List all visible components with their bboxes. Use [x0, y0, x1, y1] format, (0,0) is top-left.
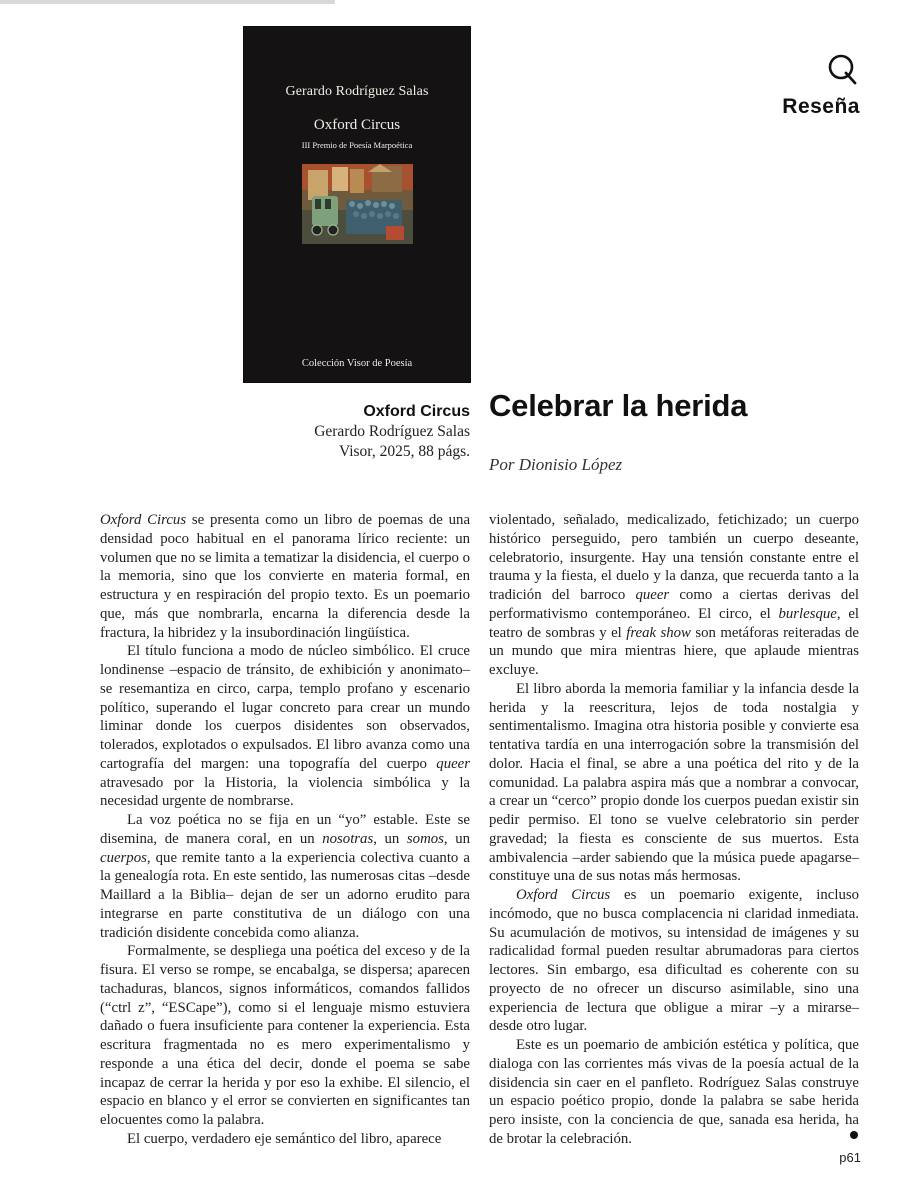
caption-book-publisher: Visor, 2025, 88 págs.: [338, 443, 470, 460]
magazine-q-logo-icon: [826, 52, 860, 86]
italic-term: queer: [436, 755, 470, 772]
article-column-right: [489, 511, 859, 1149]
article-paragraph: Oxford Circus se presenta como un libro de poemas de una densidad poco habitual en el panorama lírico reciente: un volumen que no se limita a tematizar la disidencia, el cuerpo o la memoria, sino que los convierte en materia formal, en estructura y en respiración del propio texto. Es un poemario que, más que nombrarla, encarna la diferencia desde la fractura, la hibridez y la insubordinación lingüística.: [100, 512, 471, 641]
italic-term: Oxford Circus: [100, 512, 187, 528]
book-caption: [250, 402, 470, 462]
article-paragraph: El libro aborda la memoria familiar y la infancia desde la herida y la reescritura, lejos de toda nostalgia y sentimentalismo. Imagina otra historia posible y convierte esa tentativa tardía en una interrogación sobre la transmisión del dolor. Hacia el final, se abre a una poética del rito y de la comunidad. La palabra aspira más que a nombrar a convocar, a crear un “cerco” propio donde los cuerpos puedan existir sin pedir permiso. El tono se vuelve celebratorio sin perder gravedad; la fiesta es consciente de sus muertos. Esta ambivalencia –arder sabiendo que la música puede apagarse– constituye una de sus notas más hermosas.: [489, 680, 859, 885]
article-paragraph: El título funciona a modo de núcleo simbólico. El cruce londinense –espacio de tránsito, de exhibición y anonimato– se resemantiza en circo, carpa, templo profano y escenario político, superando el lugar concreto para crear un mundo liminar donde los cuerpos disidentes son observados, tolerados, explotados o expulsados. El libro avanza como una cartografía del margen: una topografía del cuerpo queer atravesado por la Historia, la violencia simbólica y la necesidad urgente de nombrarse.: [100, 643, 470, 810]
italic-term: freak show: [626, 624, 691, 641]
article-paragraph: violentado, señalado, medicalizado, fetichizado; un cuerpo histórico perseguido, pero también un cuerpo deseante, celebratorio, insurgente. Hay una tensión constante entre el trauma y la fiesta, el duelo y la danza, que recuerda tanto a la tradición del barroco queer como a ciertas derivas del performativismo contemporáneo. El circo, el burlesque, el teatro de sombras y el freak show son metáforas reiteradas de un mundo que mira mientras hiere, que aplaude mientras excluye.: [489, 512, 860, 678]
article-headline: Celebrar la herida: [489, 388, 748, 423]
article-paragraph: Este es un poemario de ambición estética y política, que dialoga con las corrientes más vivas de la poesía actual de la disidencia sin caer en el panfleto. Rodríguez Salas construye un espacio poético propio, donde la palabra se sabe herida pero insiste, con la conciencia de que, sanada esa herida, ha de brotar la celebración.: [489, 1037, 859, 1147]
top-edge-strip: [0, 0, 335, 4]
article-paragraph: El cuerpo, verdadero eje semántico del libro, aparece: [127, 1130, 442, 1147]
cover-collection: Colección Visor de Poesía: [301, 358, 413, 369]
italic-term: nosotras: [322, 830, 374, 847]
cover-title: Oxford Circus: [313, 117, 401, 133]
italic-term: Oxford Circus: [516, 887, 611, 903]
caption-book-author: Gerardo Rodríguez Salas: [314, 423, 470, 440]
book-cover: [243, 26, 471, 383]
page-number: p61: [839, 1150, 861, 1165]
article-byline: Por Dionisio López: [489, 455, 623, 474]
caption-book-title: Oxford Circus: [363, 403, 470, 420]
italic-term: cuerpos: [100, 849, 147, 866]
italic-term: queer: [635, 587, 670, 603]
cover-subtitle: III Premio de Poesía Marpoética: [301, 140, 413, 150]
article-paragraph: Oxford Circus es un poemario exigente, incluso incómodo, que no busca complacencia ni claridad inmediata. Su acumulación de motivos, su intensidad de imágenes y su radicalidad formal pueden resultar abrumadoras para ciertos lectores. Sin embargo, esa dificultad es coherente con su proyecto de no ofrecer un discurso asimilable, sino una experiencia de lectura que obligue a mirar –y a mirarse– desde otro lugar.: [489, 887, 860, 1035]
end-dot: [850, 1131, 858, 1139]
section-label: Reseña: [782, 95, 860, 118]
cover-illustration: [302, 164, 413, 244]
cover-author: Gerardo Rodríguez Salas: [285, 84, 429, 99]
article-paragraph: Formalmente, se despliega una poética del exceso y de la fisura. El verso se rompe, se encabalga, se dispersa; aparecen tachaduras, blancos, signos informáticos, comandos fallidos (“ctrl z”, “ESCape”), como si el lenguaje mismo estuviera dañado o fuera insuficiente para contener la experiencia. Esta escritura fragmentada no es mero experimentalismo y responde a una ética del decir, donde el poema se sabe incapaz de cerrar la herida y por eso la exhibe. El silencio, el espacio en blanco y el error se convierten en significantes tan elocuentes como la palabra.: [100, 943, 470, 1128]
italic-term: somos: [406, 830, 444, 847]
article-column-left: [100, 511, 470, 1149]
italic-term: burlesque: [778, 605, 837, 622]
article-paragraph: La voz poética no se fija en un “yo” estable. Este se disemina, de manera coral, en un nosotras, un somos, un cuerpos, que remite tanto a la experiencia colectiva cuanto a la genealogía rota. En este sentido, las numerosas citas –desde Maillard a la Biblia– dejan de ser un adorno erudito para integrarse en parte constitutiva de un diálogo con una tradición disidente concebida como alianza.: [100, 812, 470, 941]
